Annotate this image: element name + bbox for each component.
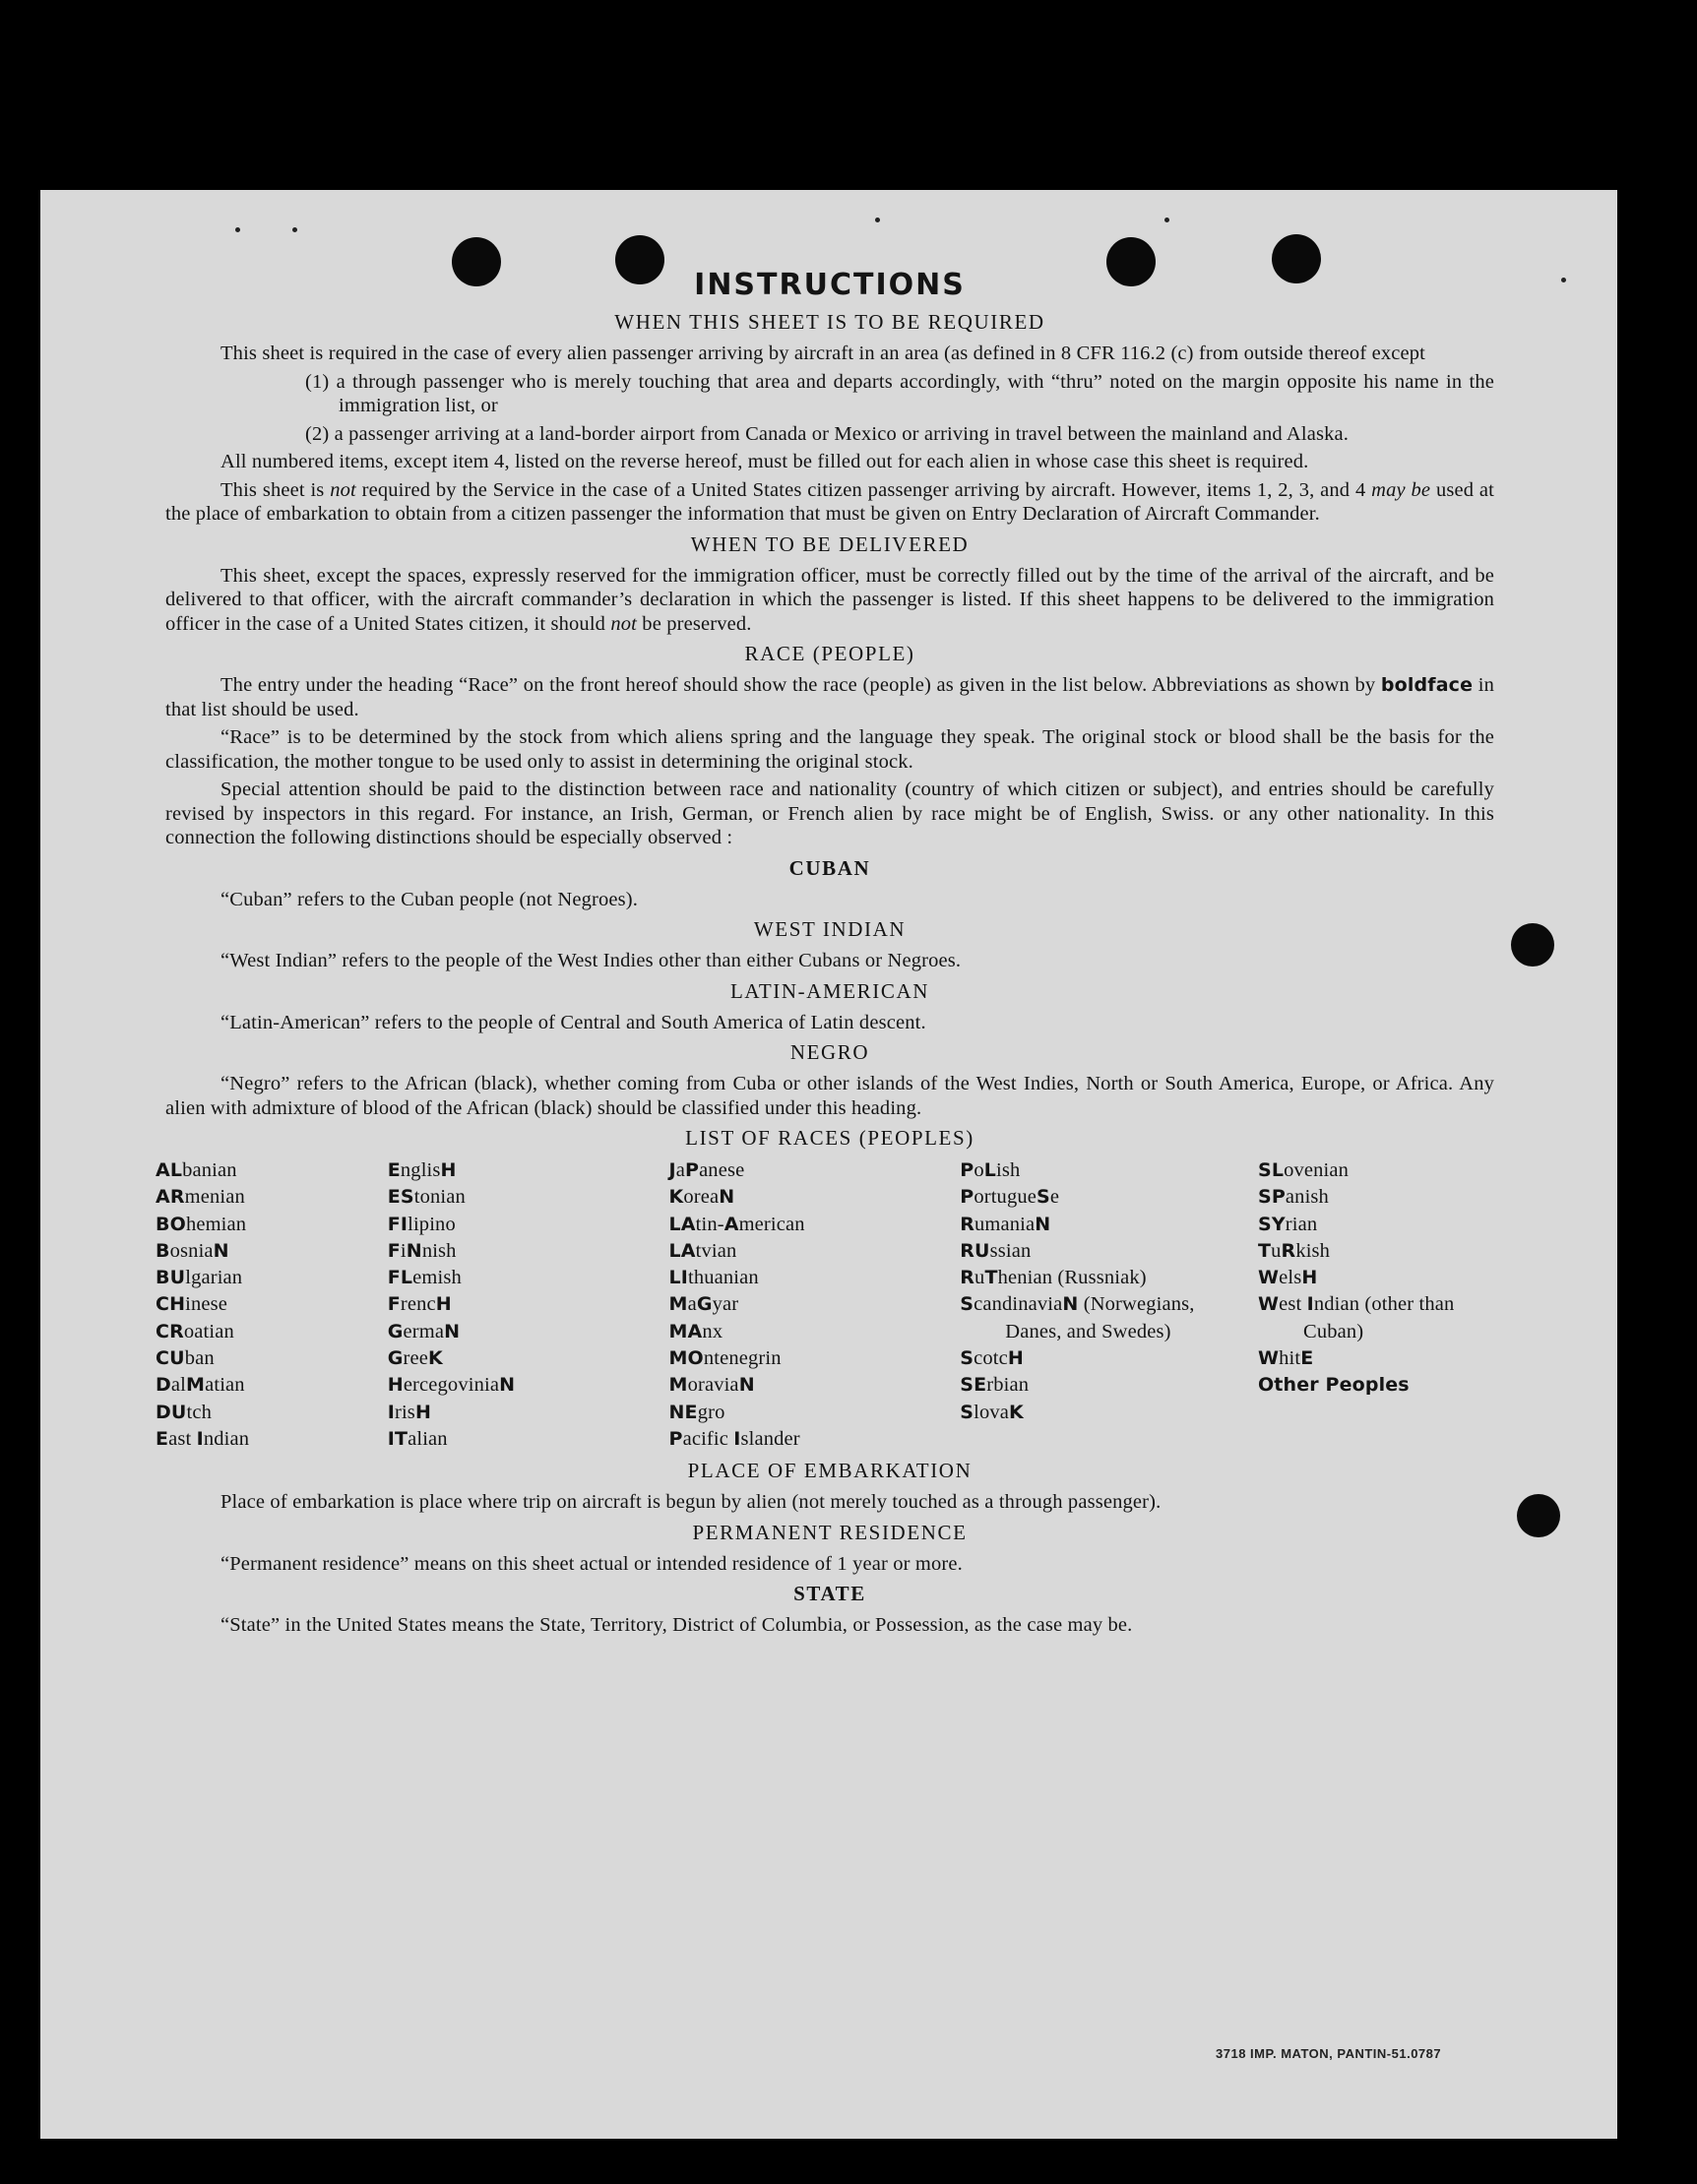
printer-imprint: 3718 IMP. MATON, PANTIN-51.0787 [1216, 2046, 1442, 2061]
races-column [1258, 1157, 1494, 1453]
race-item: EnglisH [387, 1159, 457, 1181]
races-column [960, 1157, 1227, 1453]
race-item: Other Peoples [1258, 1374, 1410, 1397]
race-item: FIlipino [387, 1213, 456, 1235]
race-item: RuThenian (Russniak) [960, 1267, 1147, 1289]
document-sheet [40, 190, 1617, 2139]
race-paragraph-1: The entry under the heading “Race” on the front hereof should show the race (people) as given in the list below. Abbreviations as shown by boldface in that list should be used. [165, 674, 1494, 720]
race-item: MaGyar [668, 1293, 739, 1316]
race-item: WelsH [1258, 1267, 1318, 1289]
races-list [156, 1157, 1494, 1453]
speck [235, 227, 240, 232]
race-item: JaPanese [668, 1159, 745, 1181]
race-item: CHinese [156, 1293, 228, 1316]
exception-2: (2) a passenger arriving at a land-border airport from Canada or Mexico or arriving in travel between the mainland and Alaska. [305, 422, 1350, 445]
race-item: EStonian [387, 1186, 466, 1209]
page-title: INSTRUCTIONS [694, 268, 966, 302]
state-paragraph: “State” in the United States means the State, Territory, District of Columbia, or Possession, as the case may be. [220, 1614, 1133, 1637]
race-item: West Indian (other than Cuban) [1258, 1293, 1455, 1342]
race-item: DalMatian [156, 1374, 245, 1397]
residence-paragraph: “Permanent residence” means on this sheet actual or intended residence of 1 year or more. [220, 1552, 963, 1575]
citizen-paragraph: This sheet is not required by the Service in the case of a United States citizen passenger arriving by aircraft. However, items 1, 2, 3, and 4 may be used at the place of embarkation to obtain from a citizen passenger the information that must be given on Entry Declaration of Aircraft Commander. [165, 478, 1495, 525]
race-item: BOhemian [156, 1213, 247, 1235]
race-item: RumaniaN [960, 1213, 1051, 1235]
negro-paragraph: “Negro” refers to the African (black), whether coming from Cuba or other islands of the West Indies, North or South America, Europe, or Africa. Any alien with admixture of blood of the African (black) should be classified under this heading. [165, 1073, 1494, 1119]
heading-list-of-races: LIST OF RACES (PEOPLES) [685, 1126, 974, 1150]
race-item: CRoatian [156, 1320, 234, 1342]
race-paragraph-3: Special attention should be paid to the distinction between race and nationality (country of which citizen or subject), and entries should be carefully revised by inspectors in this regard. For instance, an Irish, German, or French alien by race might be of English, Swiss. or any other nationality. In this connection the following distinctions should be especially observed : [165, 779, 1494, 848]
heading-permanent-residence: PERMANENT RESIDENCE [692, 1520, 968, 1544]
heading-place-of-embarkation: PLACE OF EMBARKATION [687, 1459, 973, 1483]
punch-hole [1511, 923, 1554, 967]
race-item: MAnx [668, 1320, 723, 1342]
race-item: GreeK [387, 1347, 443, 1370]
race-item: PortugueSe [960, 1186, 1060, 1209]
heading-state: STATE [793, 1582, 866, 1606]
race-item: HercegoviniaN [387, 1374, 516, 1397]
race-item: FrencH [387, 1293, 452, 1316]
race-paragraph-2: “Race” is to be determined by the stock from which aliens spring and the language they speak. The original stock or blood shall be the basis for the classification, the mother tongue to be used only to assist in determining the original stock. [165, 726, 1494, 773]
heading-negro: NEGRO [789, 1040, 870, 1064]
speck [1164, 218, 1169, 222]
race-item: MoraviaN [668, 1374, 755, 1397]
delivered-paragraph: This sheet, except the spaces, expressly reserved for the immigration officer, must be correctly filled out by the time of the arrival of the aircraft, and be delivered to that officer, with the aircraft commander’s declaration in which the passenger is listed. If this sheet happens to be delivered to the immigration officer in the case of a United States citizen, it should not be preserved. [165, 564, 1494, 635]
races-column [669, 1157, 930, 1453]
races-column [388, 1157, 639, 1453]
heading-latin-american: LATIN-AMERICAN [729, 978, 930, 1003]
race-item: SErbian [960, 1374, 1030, 1397]
speck [292, 227, 297, 232]
race-item: East Indian [156, 1427, 250, 1450]
race-item: WhitE [1258, 1347, 1314, 1370]
speck [1561, 278, 1566, 282]
race-item: FLemish [387, 1267, 462, 1289]
race-item: Pacific Islander [668, 1427, 800, 1450]
race-item: LIthuanian [668, 1267, 759, 1289]
race-item: PoLish [960, 1159, 1021, 1181]
race-item: SlovaK [960, 1401, 1024, 1423]
race-item: GermaN [387, 1320, 461, 1342]
races-column [156, 1157, 357, 1453]
west-indian-paragraph: “West Indian” refers to the people of the West Indies other than either Cubans or Negroes. [220, 950, 962, 971]
race-item: KoreaN [668, 1186, 735, 1209]
heading-race: RACE (PEOPLE) [744, 642, 915, 665]
race-item: IrisH [387, 1401, 431, 1423]
cuban-paragraph: “Cuban” refers to the Cuban people (not Negroes). [220, 888, 639, 910]
race-item: ScotcH [960, 1347, 1024, 1370]
race-item: ARmenian [156, 1186, 245, 1209]
race-item: BosniaN [156, 1239, 229, 1262]
race-item: RUssian [960, 1239, 1032, 1262]
race-item: SLovenian [1258, 1159, 1350, 1181]
race-item: MOntenegrin [668, 1347, 782, 1370]
race-item: DUtch [156, 1401, 212, 1423]
race-item: CUban [156, 1347, 215, 1370]
speck [875, 218, 880, 222]
punch-hole [1517, 1494, 1560, 1537]
heading-cuban: CUBAN [788, 855, 871, 880]
race-item: NEgro [668, 1401, 725, 1423]
race-item: FiNnish [387, 1239, 457, 1262]
heading-when-delivered: WHEN TO BE DELIVERED [690, 531, 970, 556]
race-item: BUlgarian [156, 1267, 243, 1289]
race-item: ITalian [387, 1427, 448, 1450]
instructions-content [156, 267, 1495, 1642]
race-item: LAtvian [668, 1239, 737, 1262]
items-paragraph: All numbered items, except item 4, listed on the reverse hereof, must be filled out for each alien in whose case this sheet is required. [220, 451, 1309, 472]
race-item: TuRkish [1258, 1239, 1331, 1262]
intro-paragraph: This sheet is required in the case of every alien passenger arriving by aircraft in an area (as defined in 8 CFR 116.2 (c) from outside thereof except [220, 343, 1425, 364]
embarkation-paragraph: Place of embarkation is place where trip on aircraft is begun by alien (not merely touched as a through passenger). [220, 1491, 1162, 1514]
latin-american-paragraph: “Latin-American” refers to the people of Central and South America of Latin descent. [220, 1011, 926, 1033]
race-item: SYrian [1258, 1213, 1318, 1235]
race-item: ALbanian [156, 1159, 237, 1181]
race-item: SPanish [1258, 1186, 1329, 1209]
race-item: LAtin-American [668, 1213, 805, 1235]
exception-1: (1) a through passenger who is merely touching that area and departs accordingly, with “thru” noted on the margin opposite his name in the immigration list, or [305, 370, 1494, 416]
heading-west-indian: WEST INDIAN [753, 917, 907, 941]
race-item: ScandinaviaN (Norwegians, Danes, and Swedes) [960, 1293, 1195, 1342]
heading-when-required: WHEN THIS SHEET IS TO BE REQUIRED [614, 310, 1045, 334]
